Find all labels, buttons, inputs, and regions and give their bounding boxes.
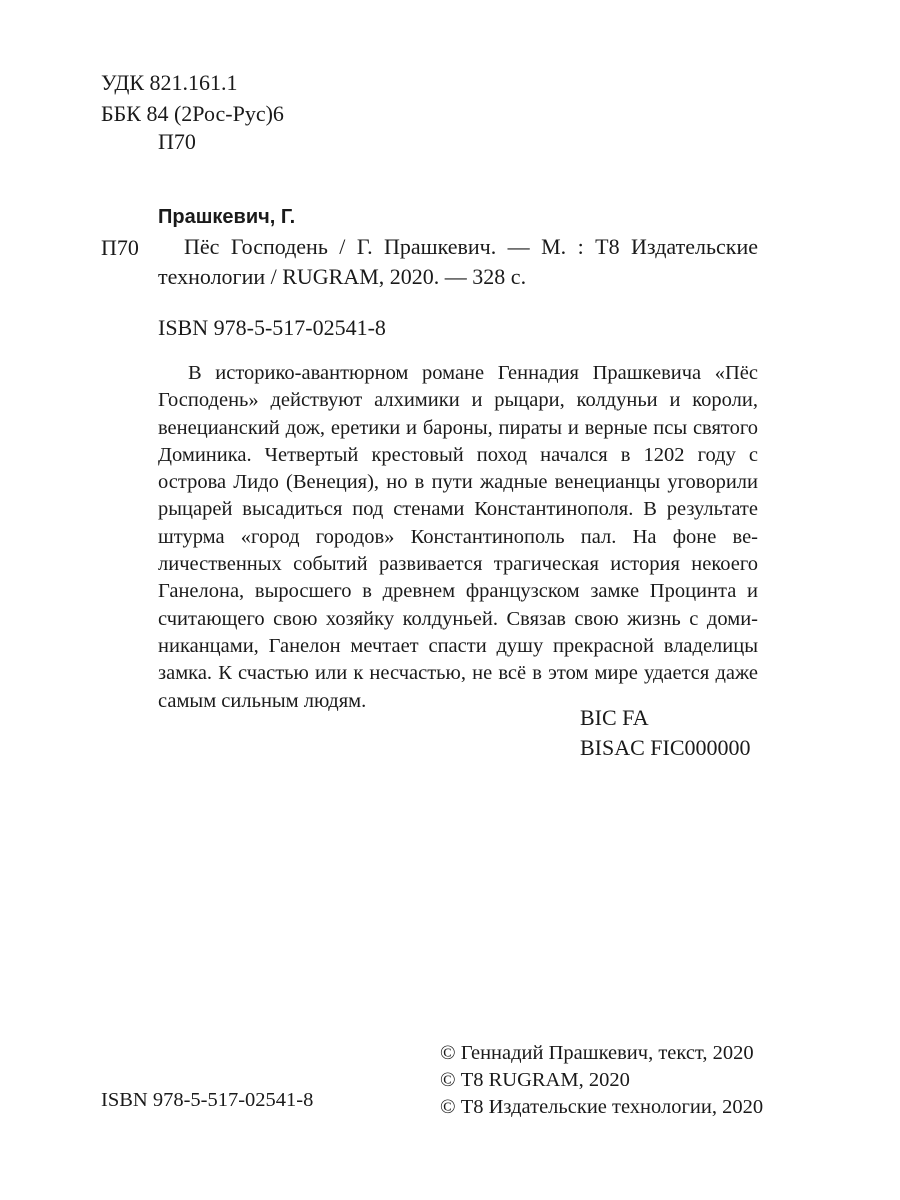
copyright-notices [440, 1040, 763, 1121]
bic-code: BIC FA [580, 705, 649, 730]
bibliographic-entry-text: Пёс Господень / Г. Прашкевич. — М. : Т8 Издательские технологии / RUGRAM, 2020. — 328 с. [158, 234, 758, 289]
copyright-rugram: © Т8 RUGRAM, 2020 [440, 1069, 630, 1091]
author-heading: Прашкевич, Г. [158, 206, 296, 228]
copyright-publisher: © Т8 Издательские технологии, 2020 [440, 1096, 764, 1118]
udk-code: УДК 821.161.1 [101, 70, 238, 95]
copyright-author: © Геннадий Прашкевич, текст, 2020 [440, 1042, 754, 1064]
bisac-code: BISAC FIC000000 [580, 735, 751, 760]
isbn-bottom: ISBN 978-5-517-02541-8 [101, 1089, 314, 1111]
margin-author-sign: П70 [101, 235, 139, 260]
subject-codes [580, 703, 751, 763]
author-sign-code: П70 [158, 129, 196, 154]
bibliographic-entry [158, 232, 758, 292]
annotation-paragraph: В историко-авантюрном романе Геннадия Прашкевича «Пёс Господень» действуют алхимики и рыцари, колдуньи и короли, венецианский дож, еретики и бароны, пираты и верные псы святого Доминика. Четвертый крестовый поход начался в 1202 году с острова Лидо (Венеция), но в пути жадные венецианцы уговорили рыцарей высадиться под стенами Константинополя. В результате штурма «город городов» Константинополь пал. На фоне величественных событий развивается трагическая история некоего Ганелона, выросшего в древнем французском замке Процинта и считающего свою хозяйку колдуньей. Связав свою жизнь с доминиканцами, Ганелон мечтает спасти душу прекрасной владелицы замка. К счастью или к несчастью, не всё в этом мире удается даже самым сильным людям. [158, 362, 758, 712]
bbk-code: ББК 84 (2Рос-Рус)6 [101, 101, 284, 126]
isbn-top: ISBN 978-5-517-02541-8 [158, 315, 386, 340]
